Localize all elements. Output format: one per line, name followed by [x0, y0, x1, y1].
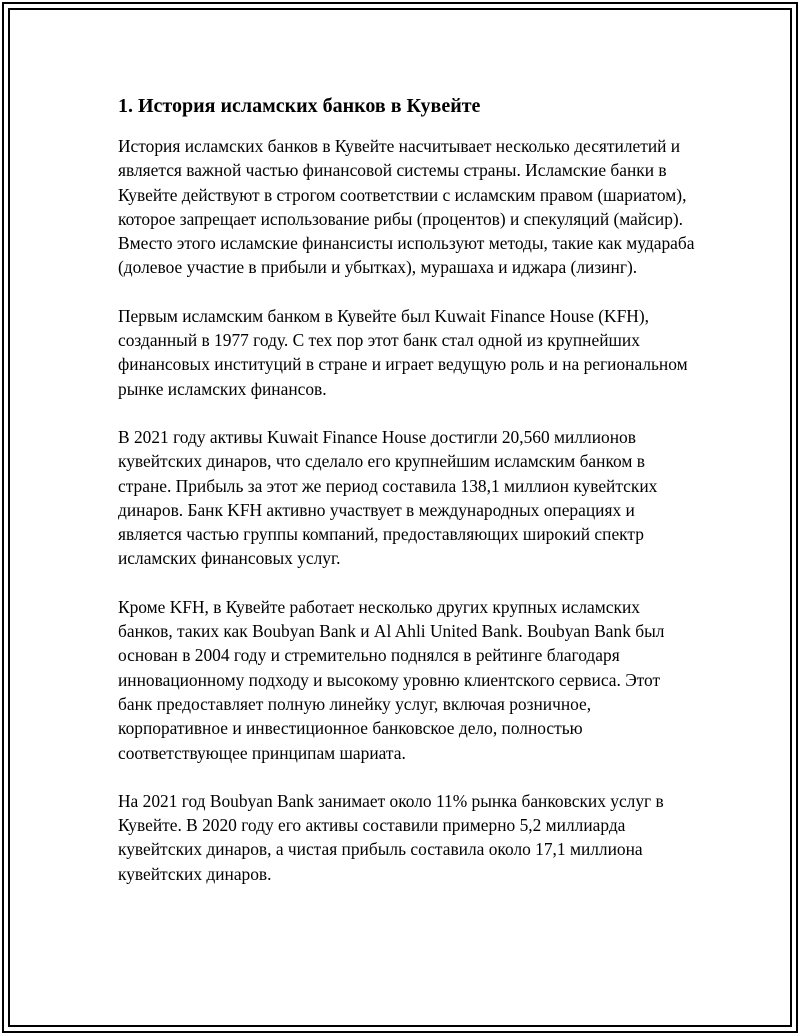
- paragraph-boubyan-market-share: На 2021 год Boubyan Bank занимает около 11% рынка банковских услуг в Кувейте. В 2020 году его активы составили примерно 5,2 миллиарда кувейтских динаров, а чистая прибыль составила около 17,1 миллиона кувейтских динаров.: [118, 790, 664, 884]
- paragraph-kfh-founding: Первым исламским банком в Кувейте был Kuwait Finance House (KFH), созданный в 1977 году. С тех пор этот банк стал одной из крупнейших финансовых институций в стране и играет ведущую роль и на региональном рынке исламских финансов.: [118, 305, 688, 399]
- document-body: [118, 92, 698, 910]
- paragraph-history: История исламских банков в Кувейте насчитывает несколько десятилетий и является важной частью финансовой системы страны. Исламские банки в Кувейте действуют в строгом соответствии с исламским правом (шариатом), которое запрещает использование рибы (процентов) и спекуляций (майсир). Вместо этого исламские финансисты используют методы, такие как мудараба (долевое участие в прибыли и убытках), мурашаха и иджара (лизинг).: [118, 136, 695, 278]
- section-heading: 1. История исламских банков в Кувейте: [118, 95, 481, 117]
- paragraph-kfh-assets: В 2021 году активы Kuwait Finance House достигли 20,560 миллионов кувейтских динаров, что сделало его крупнейшим исламским банком в стране. Прибыль за этот же период составила 138,1 миллион кувейтских динаров. Банк KFH активно участвует в международных операциях и является частью группы компаний, предоставляющих широкий спектр исламских финансовых услуг.: [118, 426, 658, 569]
- paragraph-boubyan-bank: Кроме KFH, в Кувейте работает несколько других крупных исламских банков, таких как Boubyan Bank и Al Ahli United Bank. Boubyan Bank был основан в 2004 году и стремительно поднялся в рейтинге благодаря инновационному подходу и высокому уровню клиентского сервиса. Этот банк предоставляет полную линейку услуг, включая розничное, корпоративное и инвестиционное банковское дело, полностью соответствующее принципам шариата.: [118, 596, 665, 763]
